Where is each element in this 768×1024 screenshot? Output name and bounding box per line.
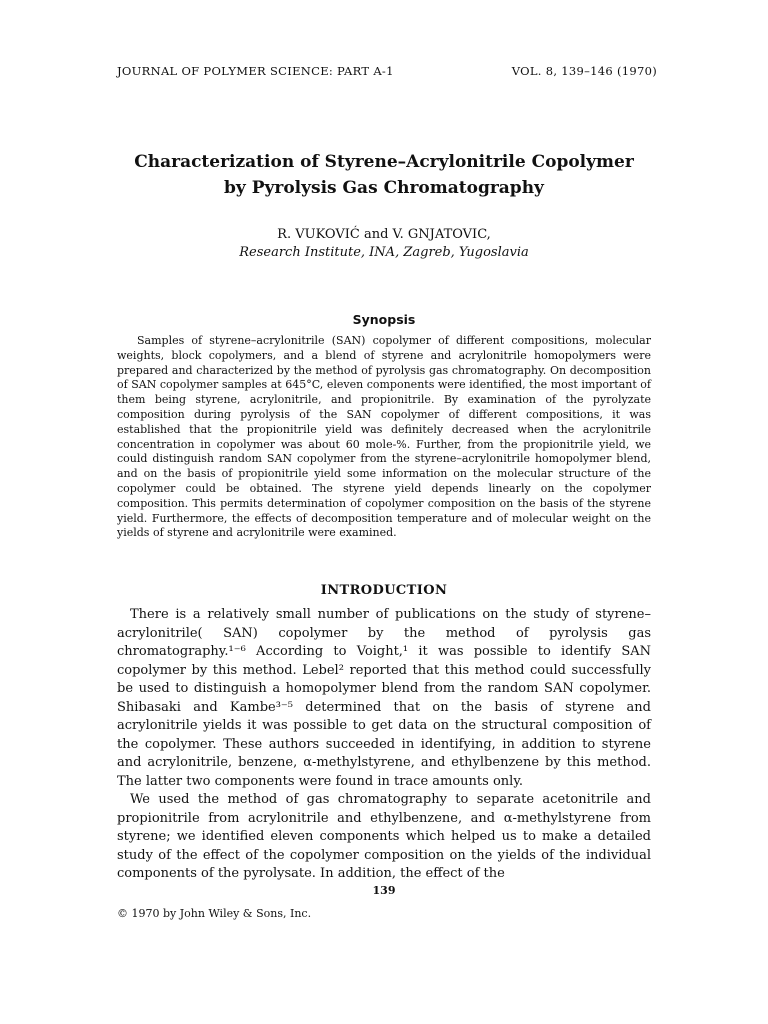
copyright-notice: © 1970 by John Wiley & Sons, Inc. bbox=[117, 907, 312, 920]
author-names: R. VUKOVIĆ and V. GNJATOVIC, bbox=[277, 227, 491, 242]
introduction-heading: INTRODUCTION bbox=[320, 583, 448, 598]
intro-paragraph-2: We used the method of gas chromatography to separate acetonitrile and propionitrile from acrylonitrile and ethylbenzene, and α-methylstyrene from styrene; we identified eleven components which helped us to make a detailed study of the effect of the copolymer composition on the yields of the individual components of the pyrolysate. In addition, the effect of the bbox=[117, 792, 651, 881]
journal-name: JOURNAL OF POLYMER SCIENCE: PART A-1 bbox=[117, 64, 394, 78]
intro-paragraph-1: There is a relatively small number of publications on the study of styrene–acrylonitrile( SAN) copolymer by the method of pyrolysis gas chromatography.¹⁻⁶ According to Voight,¹ it was possible to identify SAN copolymer by this method. Lebel² reported that this method could successfully be used to distinguish a homopolymer blend from the random SAN copolymer. Shibasaki and Kambe³⁻⁵ determined that on the basis of styrene and acrylonitrile yields it was possible to get data on the structural composition of the copolymer. These authors succeeded in identifying, in addition to styrene and acrylonitrile, benzene, α-methylstyrene, and ethylbenzene by this method. The latter two components were found in trace amounts only. bbox=[117, 607, 651, 789]
introduction-body bbox=[117, 606, 651, 884]
paper-title bbox=[80, 149, 688, 201]
title-line-2: by Pyrolysis Gas Chromatography bbox=[224, 178, 544, 198]
volume-info: VOL. 8, 139–146 (1970) bbox=[511, 64, 657, 78]
synopsis-text: Samples of styrene–acrylonitrile (SAN) copolymer of different compositions, molecular weights, block copolymers, and a blend of styrene and acrylonitrile homopolymers were prepared and characterized by the method of pyrolysis gas chromatography. On decomposition of SAN copolymer samples at 645°C, eleven components were identified, the most important of them being styrene, acrylonitrile, and propionitrile. By examination of the pyrolyzate composition during pyrolysis of the SAN copolymer of different compositions, it was established that the propionitrile yield was definitely decreased when the acrylonitrile concentration in copolymer was about 60 mole-%. Further, from the propionitrile yield, we could distinguish random SAN copolymer from the styrene–acrylonitrile homopolymer blend, and on the basis of propionitrile yield some information on the molecular structure of the copolymer could be obtained. The styrene yield depends linearly on the copolymer composition. This permits determination of copolymer composition on the basis of the styrene yield. Furthermore, the effects of decomposition temperature and of molecular weight on the yields of styrene and acrylonitrile were examined. bbox=[117, 334, 651, 540]
page-number: 139 bbox=[372, 884, 396, 897]
author-block bbox=[80, 226, 688, 262]
title-line-1: Characterization of Styrene–Acrylonitrile Copolymer bbox=[134, 152, 634, 172]
author-affiliation: Research Institute, INA, Zagreb, Yugoslavia bbox=[239, 245, 529, 260]
synopsis-heading: Synopsis bbox=[352, 312, 416, 327]
